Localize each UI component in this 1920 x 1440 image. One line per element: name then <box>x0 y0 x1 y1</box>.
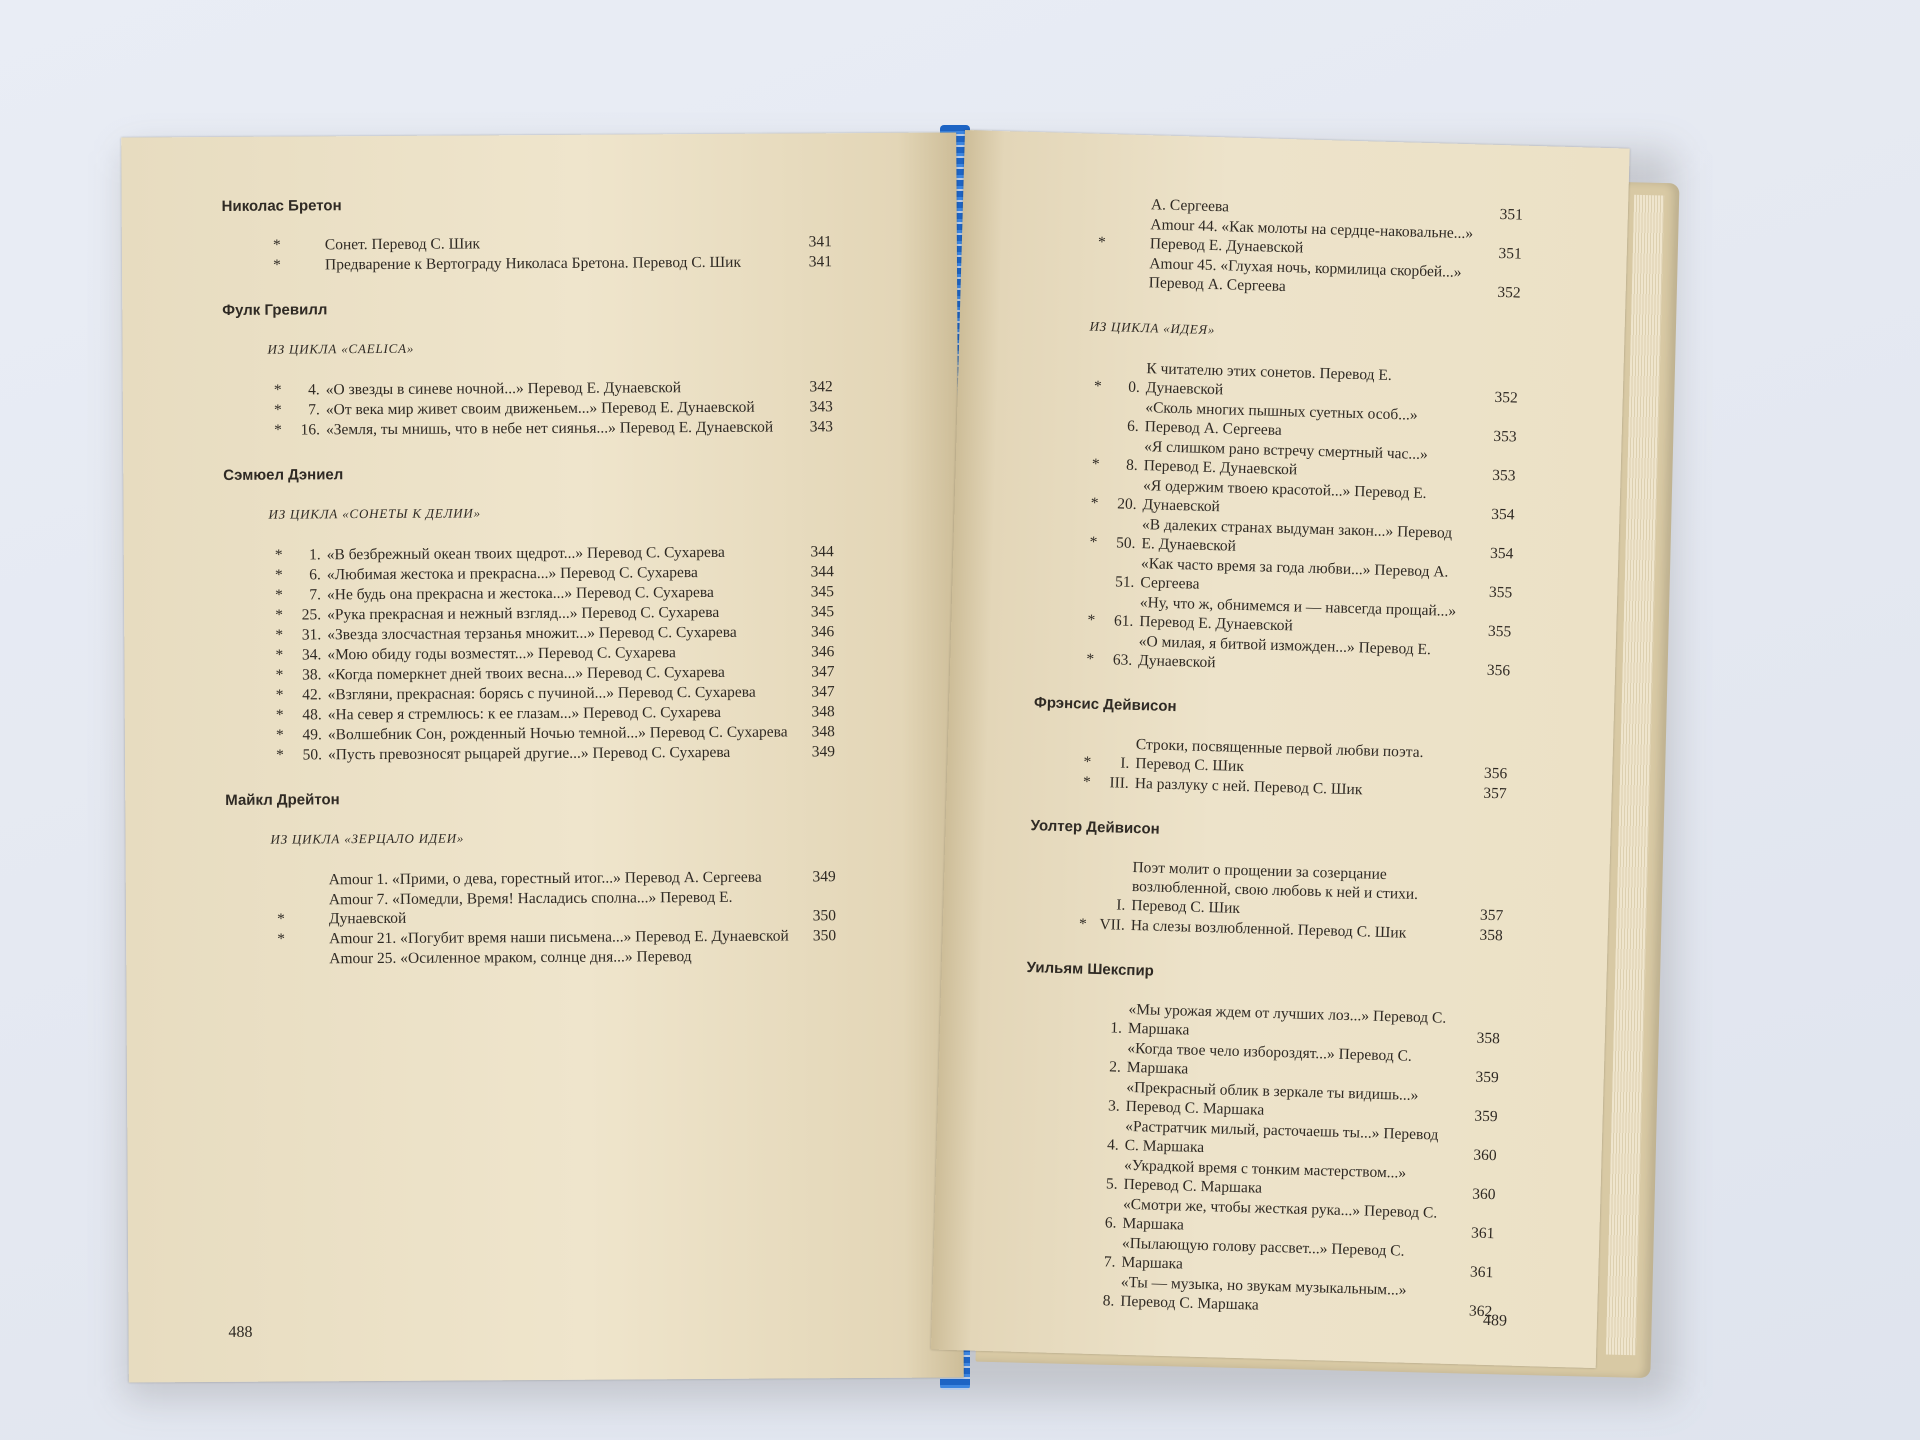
entry-page-number: 361 <box>1470 1224 1495 1243</box>
asterisk-mark: * <box>273 256 281 274</box>
entry-title: Amour 1. «Прими, о дева, горестный итог...» Перевод А. Сергеева <box>328 868 762 889</box>
entry-title: «Смотри же, чтобы жесткая рука...» Перевод С. Маршака <box>1122 1195 1438 1234</box>
entry-title: Amour 44. «Как молоты на сердце-наковальне...» Перевод Е. Дунаевской <box>1149 216 1474 257</box>
entry-number: 0. <box>1128 378 1141 396</box>
entry-number: 5. <box>1105 1175 1118 1193</box>
toc-entry <box>269 542 834 564</box>
entry-page-number: 346 <box>810 623 835 641</box>
right-page-contents <box>1016 192 1523 1347</box>
entry-list <box>1062 998 1501 1321</box>
entry-title: «О милая, я битвой изможден...» Перевод Е. Дунаевской <box>1138 633 1432 672</box>
entry-number: 6. <box>309 566 321 584</box>
entry-page-number: 355 <box>1487 622 1512 641</box>
toc-entry <box>270 702 835 724</box>
author-heading: Уолтер Дейвисон <box>1030 817 1160 838</box>
entry-title: Строки, посвященные первой любви поэта. Перевод С. Шик <box>1135 736 1424 776</box>
entry-number: 48. <box>302 706 322 724</box>
entry-number: 7. <box>1103 1253 1116 1271</box>
asterisk-mark: * <box>1082 773 1091 791</box>
entry-page-number: 345 <box>810 603 835 621</box>
entry-number: I. <box>1116 896 1126 914</box>
entry-number: 4. <box>1106 1136 1119 1154</box>
entry-number: 38. <box>302 666 322 684</box>
entry-title: «Пылающую голову рассвет...» Перевод С. Маршака <box>1121 1234 1405 1273</box>
entry-list <box>271 867 837 968</box>
entry-number: 7. <box>308 401 320 419</box>
entry-page-number: 342 <box>809 378 833 396</box>
entry-title: «От века мир живет своим движеньем...» Перевод Е. Дунаевской <box>325 398 755 419</box>
entry-title: «Я одержим твоею красотой...» Перевод Е. Дунаевской <box>1142 477 1427 516</box>
asterisk-mark: * <box>275 686 284 704</box>
entry-page-number: 359 <box>1475 1068 1499 1087</box>
entry-page-number: 350 <box>812 907 837 925</box>
asterisk-mark: * <box>273 381 282 399</box>
asterisk-mark: * <box>275 626 284 644</box>
asterisk-mark: * <box>276 746 284 764</box>
entry-page-number: 349 <box>811 743 836 761</box>
entry-page-number: 344 <box>810 543 834 561</box>
entry-title: «О звезды в синеве ночной...» Перевод Е. Дунаевской <box>325 379 682 399</box>
entry-number: VII. <box>1099 916 1126 934</box>
author-heading: Николас Бретон <box>221 197 342 215</box>
toc-entry <box>269 602 834 624</box>
entry-page-number: 354 <box>1489 544 1514 563</box>
entry-number: 8. <box>1125 456 1138 474</box>
entry-page-number: 349 <box>812 868 836 886</box>
entry-title: «Как часто время за года любви...» Перевод А. Сергеева <box>1140 555 1449 593</box>
entry-page-number: 346 <box>811 643 835 661</box>
entry-page-number: 358 <box>1476 1029 1501 1048</box>
entry-title: «В далеких странах выдуман закон...» Перевод Е. Дунаевской <box>1141 516 1453 555</box>
entry-page-number: 356 <box>1483 764 1508 783</box>
entry-list <box>268 377 833 439</box>
asterisk-mark: * <box>1093 377 1103 395</box>
asterisk-mark: * <box>1078 915 1087 933</box>
entry-title: «Украдкой время с тонким мастерством...» Перевод С. Маршака <box>1123 1156 1407 1197</box>
asterisk-mark: * <box>1087 611 1096 629</box>
asterisk-mark <box>1062 1309 1082 1310</box>
entry-title: «Любимая жестока и прекрасна...» Перевод С. Сухарева <box>326 564 698 584</box>
entry-page-number: 360 <box>1473 1146 1497 1165</box>
asterisk-mark: * <box>277 930 286 948</box>
entry-title: «В безбрежный океан твоих щедрот...» Перевод С. Сухарева <box>326 543 725 564</box>
asterisk-mark: * <box>274 566 283 584</box>
toc-entry <box>267 232 832 254</box>
entry-page-number: 348 <box>811 703 835 721</box>
toc-entry <box>270 722 835 744</box>
toc-entry <box>268 417 833 439</box>
entry-title: «Растратчик милый, расточаешь ты...» Перевод С. Маршака <box>1124 1117 1439 1157</box>
toc-entry <box>271 887 836 928</box>
entry-page-number: 353 <box>1493 427 1517 446</box>
entry-number: 25. <box>301 606 322 624</box>
entry-page-number: 353 <box>1492 466 1516 485</box>
cycle-heading: ИЗ ЦИКЛА «СОНЕТЫ К ДЕЛИИ» <box>268 505 481 522</box>
cycle-heading: ИЗ ЦИКЛА «ЗЕРЦАЛО ИДЕИ» <box>270 830 465 847</box>
entry-page-number: 352 <box>1494 388 1518 407</box>
entry-title: «Рука прекрасная и нежный взгляд...» Перевод С. Сухарева <box>327 603 720 624</box>
asterisk-mark: * <box>275 666 284 684</box>
entry-page-number: 361 <box>1469 1263 1494 1282</box>
entry-number: 49. <box>302 726 322 744</box>
entry-page-number: 345 <box>810 583 835 601</box>
entry-page-number: 347 <box>811 683 835 701</box>
entry-title: «Ну, что ж, обнимемся и — навсегда прощай...» Перевод Е. Дунаевской <box>1139 594 1457 635</box>
entry-title: К читателю этих сонетов. Перевод Е. Дунаевской <box>1145 360 1393 399</box>
entry-title: «Прекрасный облик в зеркале ты видишь...» Перевод С. Маршака <box>1125 1078 1419 1119</box>
author-heading: Сэмюел Дэниел <box>223 466 344 484</box>
entry-number: 61. <box>1113 612 1134 630</box>
entry-page-number: 341 <box>808 253 833 271</box>
asterisk-mark: * <box>1091 455 1100 473</box>
asterisk-mark: * <box>1097 233 1107 251</box>
toc-entry <box>269 622 834 644</box>
cycle-heading: ИЗ ЦИКЛА «CAELICA» <box>267 340 415 357</box>
entry-page-number: 351 <box>1498 244 1522 263</box>
entry-title: «Ты — музыка, но звукам музыкальным...» Перевод С. Маршака <box>1120 1273 1407 1314</box>
entry-number: 6. <box>1126 417 1140 435</box>
asterisk-mark: * <box>1086 650 1095 668</box>
toc-entry <box>269 642 834 664</box>
entry-title: Поэт молит о прощении за созерцание возлюбленной, свою любовь к ней и стихи. Перевод С. Шик <box>1131 858 1419 917</box>
entry-title: «Я слишком рано встречу смертный час...» Перевод Е. Дунаевской <box>1143 438 1429 479</box>
toc-entry <box>269 582 834 604</box>
asterisk-mark: * <box>275 726 284 744</box>
entry-page-number: 355 <box>1488 583 1513 602</box>
entry-number: 1. <box>309 546 321 564</box>
author-heading: Уильям Шекспир <box>1026 959 1155 980</box>
toc-entry <box>269 562 834 584</box>
toc-entry <box>269 662 834 684</box>
entry-title: Amour 7. «Помедли, Время! Насладись сполна...» Перевод Е. Дунаевской <box>328 888 733 928</box>
entry-title: Предварение к Вертограду Николаса Бретона. Перевод С. Шик <box>324 253 742 274</box>
asterisk-mark: * <box>275 646 284 664</box>
entry-number: 2. <box>1109 1058 1122 1076</box>
entry-title: Amour 21. «Погубит время наши письмена...» Перевод Е. Дунаевской <box>329 927 789 948</box>
asterisk-mark: * <box>272 236 281 254</box>
entry-page-number: 350 <box>812 927 837 945</box>
asterisk-mark: * <box>275 606 284 624</box>
toc-entry <box>270 682 835 704</box>
entry-page-number: 347 <box>811 663 835 681</box>
entry-number: 1. <box>1110 1019 1123 1037</box>
entry-title: «Взгляни, прекрасная: борясь с пучиной...» Перевод С. Сухарева <box>327 683 756 704</box>
entry-page-number: 351 <box>1499 205 1524 224</box>
entry-title: «Звезда злосчастная терзанья множит...» Перевод С. Сухарева <box>327 623 737 644</box>
entry-list <box>1080 358 1519 681</box>
entry-page-number: 354 <box>1490 505 1515 524</box>
entry-list <box>1073 856 1505 945</box>
entry-page-number: 341 <box>808 233 832 251</box>
entry-number: 20. <box>1117 495 1137 513</box>
asterisk-mark: * <box>274 421 282 439</box>
entry-page-number: 362 <box>1468 1302 1493 1321</box>
entry-title: «Не будь она прекрасна и жестока...» Перевод С. Сухарева <box>326 583 714 604</box>
entry-number: 34. <box>301 646 322 664</box>
asterisk-mark: * <box>273 401 282 419</box>
toc-entry <box>271 946 836 968</box>
entry-number: III. <box>1109 774 1130 792</box>
left-page <box>121 132 964 1382</box>
entry-title: «Мы урожая ждем от лучших лоз...» Перевод С. Маршака <box>1127 1000 1447 1039</box>
entry-title: «Когда померкнет дней твоих весна...» Перевод С. Сухарева <box>327 663 725 684</box>
entry-page-number: 343 <box>809 418 834 436</box>
entry-page-number: 344 <box>810 563 834 581</box>
asterisk-mark: * <box>1083 753 1092 771</box>
entry-title: «Земля, ты мнишь, что в небе нет сиянья...» Перевод Е. Дунаевской <box>325 418 774 439</box>
cycle-heading: ИЗ ЦИКЛА «ИДЕЯ» <box>1089 318 1216 338</box>
entry-number <box>1111 291 1149 292</box>
entry-page-number: 343 <box>809 398 833 416</box>
entry-title: «Мою обиду годы возместят...» Перевод С. Сухарева <box>327 644 676 664</box>
entry-number: 6. <box>1104 1214 1117 1232</box>
entry-title: «Сколь многих пышных суетных особ...» Перевод А. Сергеева <box>1144 399 1418 439</box>
entry-number: 51. <box>1114 573 1135 591</box>
entry-page-number: 357 <box>1479 906 1504 925</box>
entry-number: 7. <box>309 586 322 604</box>
entry-title: «Пусть превозносят рыцарей другие...» Перевод С. Сухарева <box>327 743 731 764</box>
entry-title: Amour 45. «Глухая ночь, кормилица скорбей...» Перевод А. Сергеева <box>1148 255 1462 296</box>
entry-title: Amour 25. «Осиленное мраком, солнце дня...» Перевод <box>329 948 692 968</box>
page-number-left: 488 <box>228 1323 253 1341</box>
toc-entry <box>268 397 833 419</box>
asterisk-mark: * <box>277 910 285 928</box>
entry-title: Сонет. Перевод С. Шик <box>324 235 481 254</box>
page-number-right: 489 <box>1482 1311 1508 1330</box>
toc-entry <box>271 867 836 889</box>
asterisk-mark: * <box>274 546 283 564</box>
author-heading: Майкл Дрейтон <box>225 791 340 809</box>
left-page-contents <box>222 193 837 995</box>
entry-title: «На север я стремлюсь: к ее глазам...» Перевод С. Сухарева <box>327 703 721 724</box>
entry-page-number: 357 <box>1483 784 1507 803</box>
right-page <box>931 130 1630 1368</box>
entry-title: «Волшебник Сон, рожденный Ночью темной...» Перевод С. Сухарева <box>327 723 788 744</box>
asterisk-mark: * <box>275 706 284 724</box>
continued-entries <box>1091 194 1524 303</box>
asterisk-mark: * <box>1089 533 1098 551</box>
author-heading: Фулк Гревилл <box>222 301 328 319</box>
entry-number: 31. <box>301 626 322 644</box>
entry-page-number: 360 <box>1471 1185 1496 1204</box>
entry-page-number: 348 <box>811 723 835 741</box>
author-heading: Фрэнсис Дейвисон <box>1033 694 1177 716</box>
entry-number: 63. <box>1112 651 1133 669</box>
toc-entry <box>270 742 835 764</box>
entry-number: I. <box>1120 754 1130 772</box>
entry-title: «Когда твое чело избороздят...» Перевод С. Маршака <box>1126 1039 1413 1078</box>
entry-title: На слезы возлюбленной. Перевод С. Шик <box>1130 916 1407 942</box>
asterisk-mark: * <box>1090 494 1099 512</box>
toc-entry <box>1073 856 1504 925</box>
toc-entry <box>268 377 833 399</box>
entry-title: На разлуку с ней. Перевод С. Шик <box>1134 774 1363 799</box>
entry-number: 50. <box>302 746 323 764</box>
asterisk-mark <box>1091 291 1111 292</box>
entry-list <box>269 542 835 764</box>
entry-number: 8. <box>1102 1292 1115 1310</box>
entry-list <box>267 232 832 274</box>
toc-entry <box>271 926 836 948</box>
entry-list <box>1077 733 1508 803</box>
entry-page-number: 359 <box>1474 1107 1498 1126</box>
entry-title: А. Сергеева <box>1150 196 1230 216</box>
toc-entry <box>267 252 832 274</box>
entry-page-number: 352 <box>1497 283 1521 302</box>
asterisk-mark: * <box>275 586 283 604</box>
entry-number: 4. <box>308 381 320 399</box>
entry-page-number: 358 <box>1479 926 1503 945</box>
entry-page-number: 356 <box>1486 661 1511 680</box>
entry-number: 16. <box>300 421 321 439</box>
entry-number: 50. <box>1115 534 1136 552</box>
entry-number: 42. <box>302 686 322 704</box>
entry-number: 3. <box>1107 1097 1121 1115</box>
